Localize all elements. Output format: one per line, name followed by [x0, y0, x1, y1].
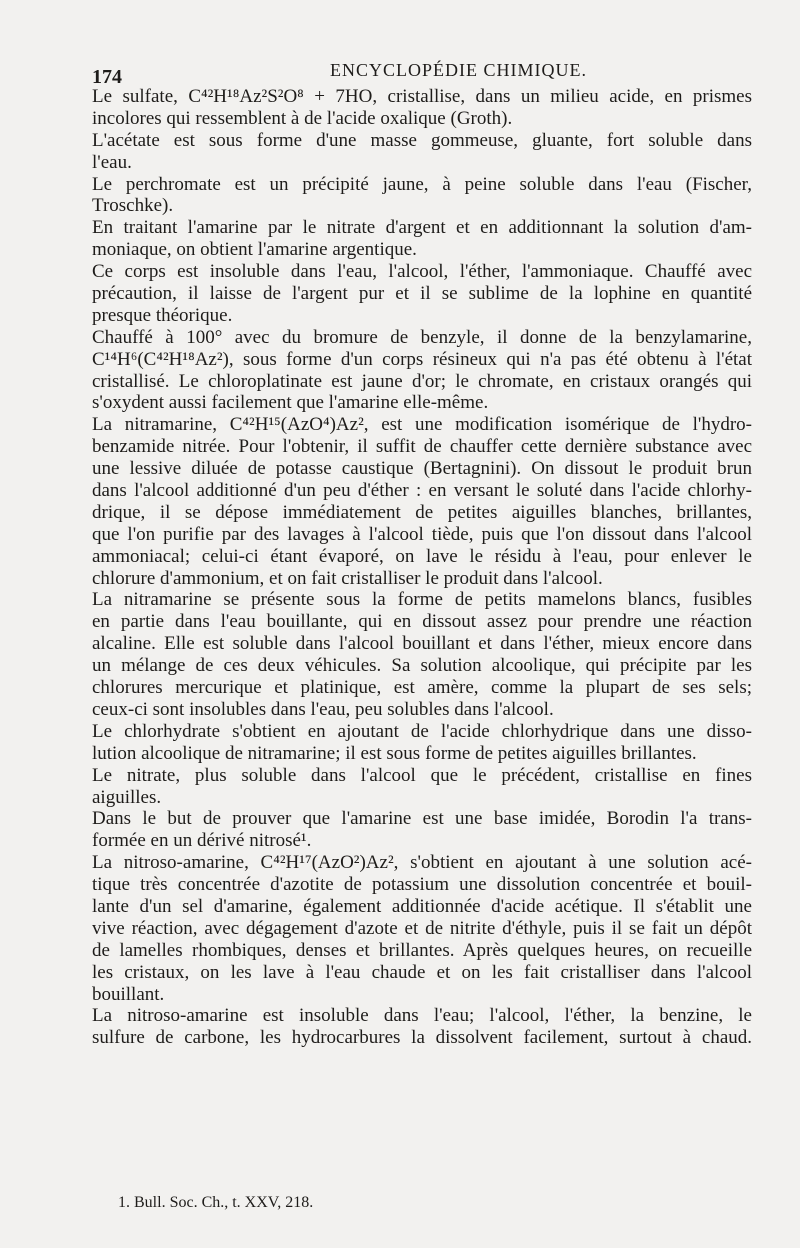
text-line: En traitant l'amarine par le nitrate d'argent et en additionnant la solution d'am-: [92, 217, 752, 239]
text-line: sulfure de carbone, les hydrocarbures la dissolvent facilement, surtout à chaud.: [92, 1027, 752, 1049]
text-line: Le sulfate, C⁴²H¹⁸Az²S²O⁸ + 7HO, cristallise, dans un milieu acide, en prismes: [92, 86, 752, 107]
text-line: moniaque, on obtient l'amarine argentique.: [92, 239, 417, 261]
text-line: l'eau.: [92, 151, 132, 173]
text-line: lution alcoolique de nitramarine; il est sous forme de petites aiguilles brillantes.: [92, 742, 697, 764]
text-line: de lamelles rhombiques, denses et brillantes. Après quelques heures, on recueille: [92, 939, 752, 961]
text-line: incolores qui ressemblent à de l'acide oxalique (Groth).: [92, 107, 513, 129]
text-line: chlorures mercurique et platinique, est amère, comme la plupart de ses sels;: [92, 677, 752, 699]
text-line: benzamide nitrée. Pour l'obtenir, il suffit de chauffer cette dernière substance avec: [92, 436, 752, 458]
text-line: que l'on purifie par des lavages à l'alcool tiède, puis que l'on dissout dans l'alcool: [92, 523, 752, 545]
text-line: drique, il se dépose immédiatement de petites aiguilles blanches, brillantes,: [92, 501, 752, 523]
footnote: 1. Bull. Soc. Ch., t. XXV, 218.: [118, 1194, 314, 1211]
body-text: [92, 86, 752, 1049]
text-line: Le perchromate est un précipité jaune, à peine soluble dans l'eau (Fischer,: [92, 173, 752, 195]
text-line: bouillant.: [92, 983, 165, 1005]
text-line: les cristaux, on les lave à l'eau chaude et on les fait cristalliser dans l'alcool: [92, 961, 752, 983]
text-line: C¹⁴H⁶(C⁴²H¹⁸Az²), sous forme d'un corps résineux qui n'a pas été obtenu à l'état: [92, 348, 752, 370]
text-line: Troschke).: [92, 195, 174, 217]
text-line: ammoniacal; celui-ci étant évaporé, on lave le résidu à l'eau, pour enlever le: [92, 545, 752, 567]
text-line: Chauffé à 100° avec du bromure de benzyle, il donne de la benzylamarine,: [92, 326, 752, 348]
text-line: Ce corps est insoluble dans l'eau, l'alcool, l'éther, l'ammoniaque. Chauffé avec: [92, 261, 752, 283]
text-line: Dans le but de prouver que l'amarine est une base imidée, Borodin l'a trans-: [92, 808, 752, 830]
text-line: presque théorique.: [92, 304, 233, 326]
page-number: 174: [92, 66, 122, 88]
text-line: lante d'un sel d'amarine, également additionnée d'acide acétique. Il s'établit une: [92, 895, 752, 917]
text-line: aiguilles.: [92, 786, 162, 808]
text-line: s'oxydent aussi facilement que l'amarine elle-même.: [92, 392, 489, 414]
text-line: alcaline. Elle est soluble dans l'alcool bouillant et dans l'éther, mieux encore dans: [92, 633, 752, 655]
text-line: La nitroso-amarine, C⁴²H¹⁷(AzO²)Az², s'obtient en ajoutant à une solution acé-: [92, 852, 752, 874]
running-title: ENCYCLOPÉDIE CHIMIQUE.: [330, 60, 587, 80]
text-line: cristallisé. Le chloroplatinate est jaune d'or; le chromate, en cristaux orangés qui: [92, 370, 752, 392]
text-line: dans l'alcool additionné d'un peu d'éther : en versant le soluté dans l'acide chlorhy-: [92, 480, 752, 502]
text-line: La nitramarine, C⁴²H¹⁵(AzO⁴)Az², est une modification isomérique de l'hydro-: [92, 414, 752, 436]
text-line: Le nitrate, plus soluble dans l'alcool que le précédent, cristallise en fines: [92, 764, 752, 786]
text-line: La nitroso-amarine est insoluble dans l'eau; l'alcool, l'éther, la benzine, le: [92, 1005, 752, 1027]
text-line: vive réaction, avec dégagement d'azote et de nitrite d'éthyle, puis il se fait un dépôt: [92, 917, 752, 939]
text-line: La nitramarine se présente sous la forme de petits mamelons blancs, fusibles: [92, 589, 752, 611]
text-line: un mélange de ces deux véhicules. Sa solution alcoolique, qui précipite par les: [92, 655, 752, 677]
text-line: une lessive diluée de potasse caustique (Bertagnini). On dissout le produit brun: [92, 458, 752, 480]
text-line: chlorure d'ammonium, et on fait cristalliser le produit dans l'alcool.: [92, 567, 603, 589]
text-line: ceux-ci sont insolubles dans l'eau, peu solubles dans l'alcool.: [92, 698, 554, 720]
text-line: précaution, il laisse de l'argent pur et il se sublime de la lophine en quantité: [92, 283, 752, 305]
text-line: L'acétate est sous forme d'une masse gommeuse, gluante, fort soluble dans: [92, 129, 752, 151]
text-line: tique très concentrée d'azotite de potassium une dissolution concentrée et bouil-: [92, 874, 752, 896]
text-line: en partie dans l'eau bouillante, qui en dissout assez pour prendre une réaction: [92, 611, 752, 633]
text-line: Le chlorhydrate s'obtient en ajoutant de l'acide chlorhydrique dans une disso-: [92, 720, 752, 742]
text-line: formée en un dérivé nitrosé¹.: [92, 830, 312, 852]
